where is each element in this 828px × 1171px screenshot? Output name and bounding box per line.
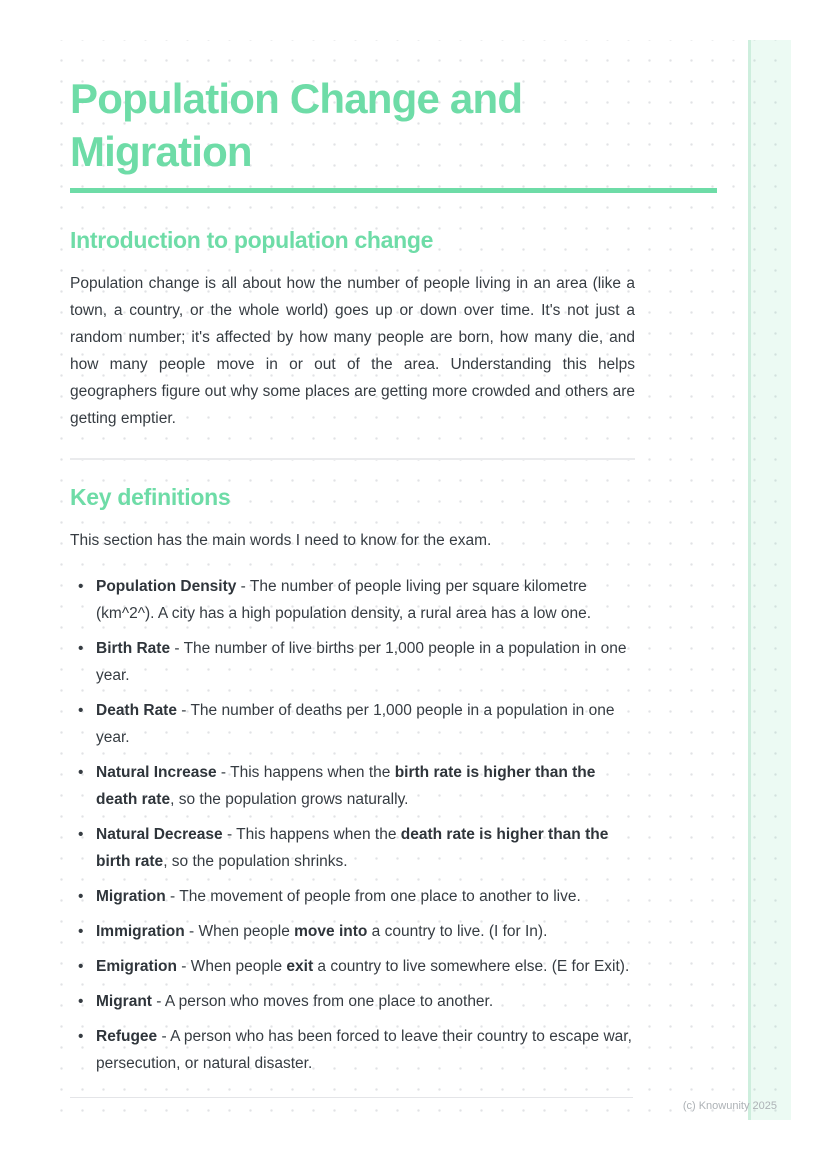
definition-item: • Death Rate - The number of deaths per 1,000 people in a population in one year. [70,697,635,751]
definition-term: Refugee [96,1028,158,1045]
section-heading-key-definitions: Key definitions [70,484,231,510]
definition-term: Death Rate [96,702,177,719]
page-title: Population Change and Migration [70,75,523,175]
definition-term: Migration [96,888,166,905]
definition-item: • Birth Rate - The number of live births per 1,000 people in a population in one year. [70,635,635,689]
definition-item: • Emigration - When people exit a country to live somewhere else. (E for Exit). [70,953,635,980]
right-margin-stripe [751,40,791,1120]
definitions-list [70,573,635,1077]
footer-copyright: (c) Knowunity 2025 [682,1100,777,1112]
definitions-lead-text: This section has the main words I need to know for the exam. [70,532,492,549]
right-margin-line [748,40,751,1120]
definition-item: • Refugee - A person who has been forced to leave their country to escape war, persecution, or natural disaster. [70,1023,635,1077]
note-page [45,40,791,1120]
definition-term: Population Density [96,578,237,595]
title-underline-rule [70,188,717,193]
section-divider [70,458,635,460]
definition-term: Immigration [96,923,185,940]
definition-item: • Population Density - The number of people living per square kilometre (km^2^). A city has a high population density, a rural area has a low one. [70,573,635,627]
definition-emphasis: exit [286,958,314,975]
definition-item: • Migrant - A person who moves from one place to another. [70,988,635,1015]
definition-item: • Natural Decrease - This happens when the death rate is higher than the birth rate, so the population shrinks. [70,821,635,875]
definition-item: • Migration - The movement of people from one place to another to live. [70,883,635,910]
definition-term: Migrant [96,993,152,1010]
definition-emphasis: move into [294,923,368,940]
definition-term: Birth Rate [96,640,171,657]
definition-term: Natural Decrease [96,826,223,843]
definition-emphasis: birth rate is higher than the death rate [96,764,596,808]
section-heading-introduction: Introduction to population change [70,227,434,253]
introduction-paragraph: Population change is all about how the number of people living in an area (like a town, a country, or the whole world) goes up or down over time. It's not just a random number; it's affected by how many people are born, how many die, and how many people move in or out of the area. Understanding this helps geographers figure out why some places are getting more crowded and others are getting emptier. [70,275,635,427]
definition-emphasis: death rate is higher than the birth rate [96,826,609,870]
footer-divider [70,1097,633,1098]
definition-term: Emigration [96,958,177,975]
page-content [70,40,717,1085]
definition-term: Natural Increase [96,764,217,781]
definition-item: • Immigration - When people move into a country to live. (I for In). [70,918,635,945]
definition-item: • Natural Increase - This happens when the birth rate is higher than the death rate, so the population grows naturally. [70,759,635,813]
